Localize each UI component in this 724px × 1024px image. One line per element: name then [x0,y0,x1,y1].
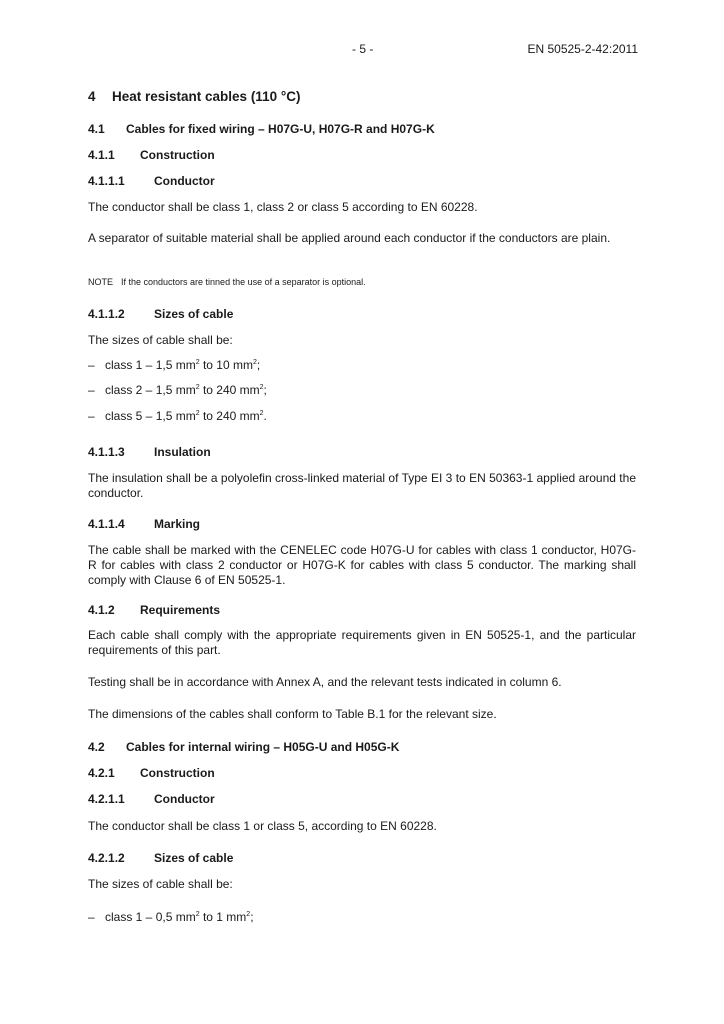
paragraph: The conductor shall be class 1 or class 5, according to EN 60228. [88,819,437,833]
heading-4-1-1-2: 4.1.1.2 Sizes of cable [88,307,234,321]
list-item: – class 5 – 1,5 $mm^2$ to 240 $mm^2$. [88,409,267,423]
heading-4-1: 4.1 Cables for fixed wiring – H07G-U, H07G-R and H07G-K [88,122,435,136]
page-header [0,42,724,58]
paragraph: The insulation shall be a polyolefin cross-linked material of Type EI 3 to EN 50363-1 applied around the conductor. [88,471,636,500]
document-id: EN 50525-2-42:2011 [527,42,638,56]
list-item: – class 1 – 1,5 $mm^2$ to 10 $mm^2$; [88,358,261,372]
list-item: – class 1 – 0,5 $mm^2$ to 1 $mm^2$; [88,910,254,924]
heading-4-1-2: 4.1.2 Requirements [88,603,221,617]
heading-4-2-1-1: 4.2.1.1 Conductor [88,792,215,806]
heading-4-1-1-1: 4.1.1.1 Conductor [88,174,215,188]
note-text: If the conductors are tinned the use of a separator is optional. [121,277,366,287]
page-number: - 5 - [352,42,374,56]
heading-4-1-1: 4.1.1 Construction [88,148,215,162]
paragraph: The sizes of cable shall be: [88,333,233,347]
note-label: NOTE [88,277,114,287]
heading-4-2: 4.2 Cables for internal wiring – H05G-U and H05G-K [88,740,400,754]
paragraph: A separator of suitable material shall be applied around each conductor if the conductors are plain. [88,231,611,245]
paragraph: The sizes of cable shall be: [88,877,233,891]
paragraph: The cable shall be marked with the CENELEC code H07G-U for cables with class 1 conductor, H07G-R for cables with class 2 conductor or H07G-K for cables with class 5 conductor. The marking shall comply with Clause 6 of EN 50525-1. [88,543,636,587]
paragraph: Each cable shall comply with the appropriate requirements given in EN 50525-1, and the particular requirements of this part. [88,628,636,657]
paragraph: The conductor shall be class 1, class 2 or class 5 according to EN 60228. [88,200,478,214]
paragraph: The dimensions of the cables shall conform to Table B.1 for the relevant size. [88,707,497,721]
heading-4-2-1-2: 4.2.1.2 Sizes of cable [88,851,234,865]
heading-4-1-1-3: 4.1.1.3 Insulation [88,445,211,459]
heading-4-2-1: 4.2.1 Construction [88,766,215,780]
list-item: – class 2 – 1,5 $mm^2$ to 240 $mm^2$; [88,383,267,397]
note [88,277,636,287]
heading-section-4: 4 Heat resistant cables (110 °C) [88,89,301,104]
paragraph: Testing shall be in accordance with Annex A, and the relevant tests indicated in column 6. [88,675,562,689]
heading-4-1-1-4: 4.1.1.4 Marking [88,517,201,531]
